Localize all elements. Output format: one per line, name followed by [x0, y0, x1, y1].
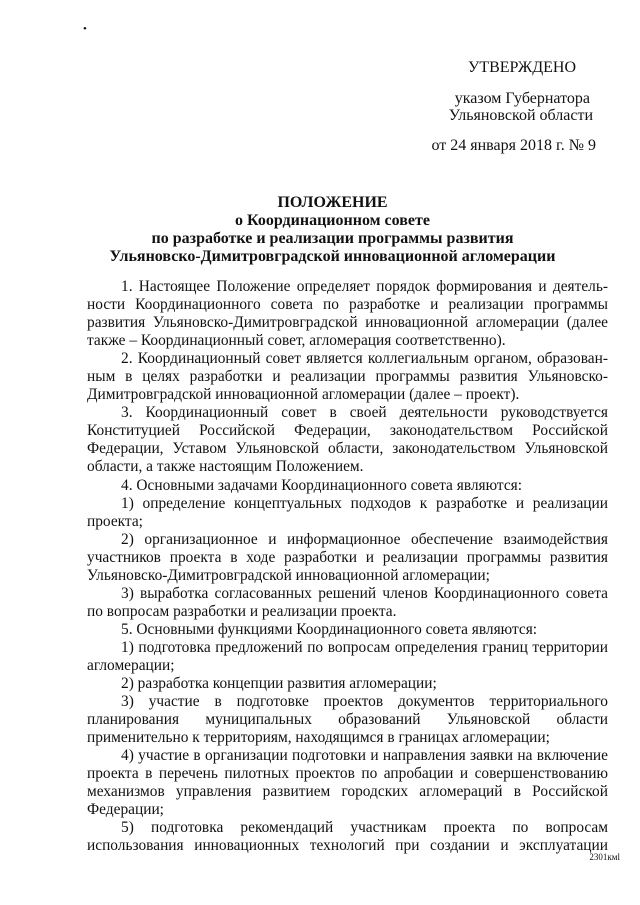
- body-line: 5) подготовка рекомендаций участникам проекта по вопросам: [121, 819, 608, 837]
- body-line: механизмов управления развитием городских агломераций в Российской: [87, 783, 608, 801]
- approval-line-2: Ульяновской области: [448, 107, 593, 124]
- body-line: Димитровградской инновационной агломерации (далее – проект).: [87, 386, 520, 404]
- document-body: [87, 278, 608, 856]
- body-line: проекта в перечень пилотных проектов по апробации и совершенствованию: [87, 765, 608, 783]
- approval-line-3: от 24 января 2018 г. № 9: [431, 137, 596, 154]
- body-line: Конституцией Российской Федерации, законодательством Российской: [87, 422, 608, 440]
- body-line: планирования муниципальных образований Ульяновской области: [87, 711, 608, 729]
- body-line: ным в целях разработки и реализации программы развития Ульяновско-: [87, 368, 608, 386]
- body-line: Федерации, Уставом Ульяновской области, законодательством Ульяновской: [87, 440, 608, 458]
- body-line: 1. Настоящее Положение определяет порядок формирования и деятель-: [121, 278, 608, 295]
- corner-mark: •: [83, 23, 87, 35]
- body-line: проекта;: [87, 512, 143, 530]
- document-title: ПОЛОЖЕНИЕ: [277, 194, 388, 211]
- body-line: по вопросам разработки и реализации проекта.: [87, 602, 397, 620]
- body-line: агломерации;: [87, 656, 175, 674]
- body-line: 2) разработка концепции развития агломерации;: [121, 675, 437, 693]
- body-line: 4. Основными задачами Координационного совета являются:: [121, 476, 523, 494]
- body-line: 1) определение концептуальных подходов к разработке и реализации: [121, 494, 608, 512]
- body-line: участников проекта в ходе разработки и реализации программы развития: [87, 548, 608, 566]
- body-line: также – Координационный совет, агломерация соответственно).: [87, 332, 506, 350]
- body-line: области, а также настоящим Положением.: [87, 458, 364, 476]
- approval-title: УТВЕРЖДЕНО: [467, 59, 576, 76]
- body-line: развития Ульяновско-Димитровградской инновационной агломерации (далее: [87, 314, 608, 332]
- body-line: 1) подготовка предложений по вопросам определения границ территории: [121, 638, 608, 656]
- document-subtitle-1: о Координационном совете: [235, 212, 430, 229]
- body-line: 3) выработка согласованных решений членов Координационного совета: [121, 584, 608, 602]
- body-line: 2) организационное и информационное обеспечение взаимодействия: [121, 530, 608, 548]
- body-line: 5. Основными функциями Координационного совета являются:: [121, 620, 538, 638]
- footer-code: 2301кмl: [589, 852, 620, 862]
- body-line: Ульяновско-Димитровградской инновационной агломерации;: [87, 566, 490, 584]
- document-subtitle-2: по разработке и реализации программы развития: [151, 230, 514, 247]
- body-line: 2. Координационный совет является коллегиальным органом, образован-: [121, 350, 608, 368]
- body-line: 3. Координационный совет в своей деятельности руководствуется: [121, 404, 608, 422]
- body-line: Федерации;: [87, 801, 164, 819]
- body-line: 4) участие в организации подготовки и направления заявки на включение: [121, 747, 608, 765]
- body-line: применительно к территориям, находящимся в границах агломерации;: [87, 729, 550, 747]
- body-line: 3) участие в подготовке проектов документов территориального: [121, 693, 608, 711]
- body-line: использования инновационных технологий при создании и эксплуатации: [87, 837, 608, 855]
- document-subtitle-3: Ульяновско-Димитровградской инновационной агломерации: [109, 248, 556, 265]
- body-line: ности Координационного совета по разработке и реализации программы: [87, 296, 608, 314]
- approval-line-1: указом Губернатора: [454, 90, 590, 107]
